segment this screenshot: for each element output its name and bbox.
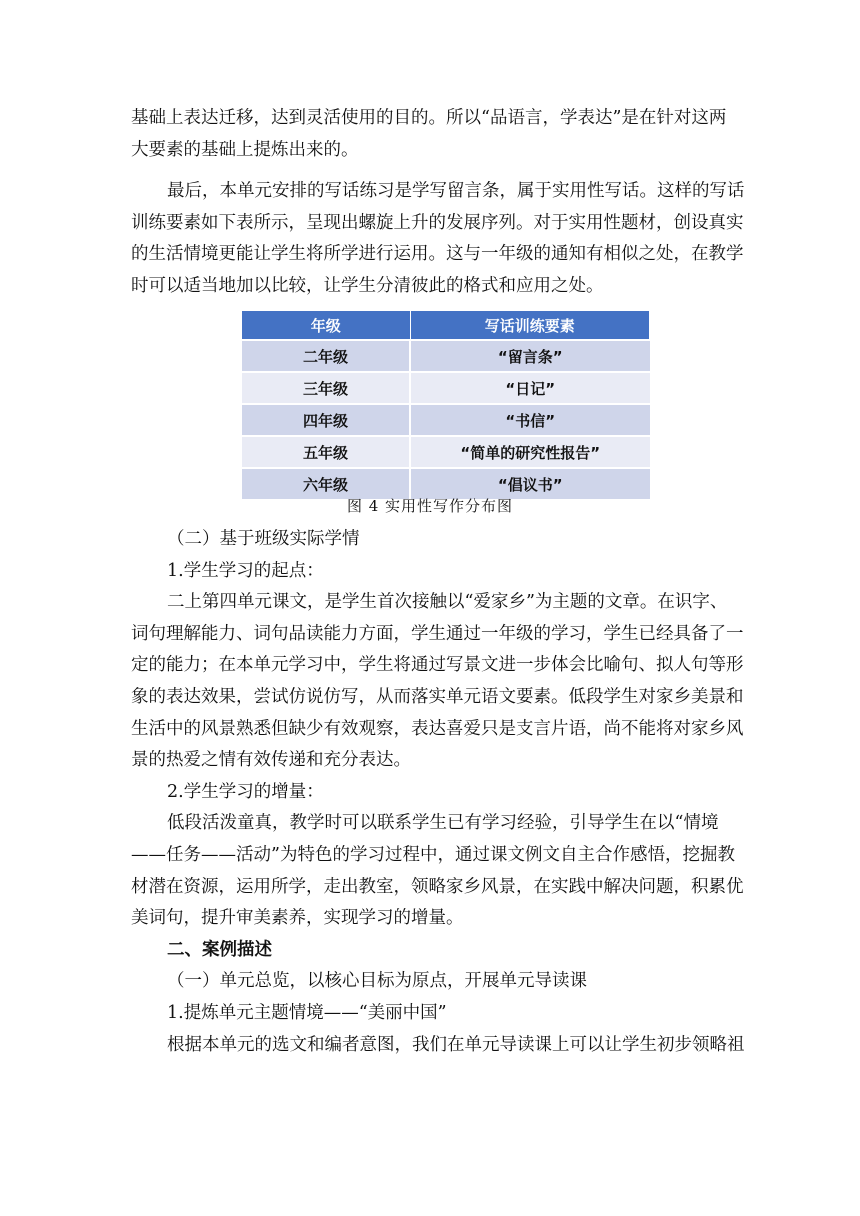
text-line: 象的表达效果，尝试仿说仿写，从而落实单元语文要素。低段学生对家乡美景和	[131, 686, 744, 707]
text-line: 基础上表达迁移，达到灵活使用的目的。所以“品语言，学表达”是在针对这两	[131, 108, 727, 128]
table-cell-grade: 二年级	[242, 340, 410, 372]
list-item-heading: 1.提炼单元主题情境——“美丽中国”	[167, 1002, 447, 1023]
table-row	[242, 404, 650, 436]
text-line: 的生活情境更能让学生将所学进行运用。这与一年级的通知有相似之处，在教学	[131, 244, 744, 265]
table-cell-element: “倡议书”	[410, 468, 650, 499]
text-line: 根据本单元的选文和编者意图，我们在单元导读课上可以让学生初步领略祖	[167, 1034, 745, 1055]
text-line: ——任务——活动”为特色的学习过程中，通过课文例文自主合作感悟，挖掘教	[131, 844, 735, 865]
text-line: 生活中的风景熟悉但缺少有效观察，表达喜爱只是支言片语，尚不能将对家乡风	[131, 718, 744, 739]
list-item-heading: 1.学生学习的起点：	[167, 560, 324, 581]
text-line: 词句理解能力、词句品读能力方面，学生通过一年级的学习，学生已经具备了一	[131, 623, 744, 644]
subheading: （二）基于班级实际学情	[167, 529, 360, 549]
table-cell-grade: 五年级	[242, 436, 410, 468]
text-line: 时可以适当地加以比较，让学生分清彼此的格式和应用之处。	[131, 275, 604, 296]
table-cell-grade: 三年级	[242, 372, 410, 404]
table-header-grade: 年级	[242, 311, 410, 340]
table-row	[242, 340, 650, 372]
text-line: 低段活泼童真，教学时可以联系学生已有学习经验，引导学生在以“情境	[167, 813, 719, 834]
text-line: 材潜在资源，运用所学，走出教室，领略家乡风景，在实践中解决问题，积累优	[131, 876, 744, 897]
text-line: 二上第四单元课文，是学生首次接触以“爱家乡”为主题的文章。在识字、	[167, 592, 728, 613]
list-item-heading: 2.学生学习的增量：	[167, 781, 324, 802]
text-line: 景的热爱之情有效传递和充分表达。	[131, 750, 411, 771]
text-line: 定的能力；在本单元学习中，学生将通过写景文进一步体会比喻句、拟人句等形	[131, 655, 744, 676]
table-cell-grade: 六年级	[242, 468, 410, 499]
table-cell-element: “留言条”	[410, 340, 650, 372]
text-line: 训练要素如下表所示，呈现出螺旋上升的发展序列。对于实用性题材，创设真实	[131, 212, 744, 233]
table-cell-element: “简单的研究性报告”	[410, 436, 650, 468]
paragraph-2	[131, 176, 745, 302]
text-line: 最后，本单元安排的写话练习是学写留言条，属于实用性写话。这样的写话	[167, 181, 745, 201]
table-cell-element: “书信”	[410, 404, 650, 436]
section-heading: 二、案例描述	[167, 939, 272, 960]
section-block	[131, 524, 745, 1061]
table-row	[242, 372, 650, 404]
table-cell-grade: 四年级	[242, 404, 410, 436]
table-cell-element: “日记”	[410, 372, 650, 404]
paragraph-1	[131, 103, 732, 166]
table-header-element: 写话训练要素	[410, 311, 650, 340]
table-header-row	[242, 311, 650, 340]
text-line: 大要素的基础上提炼出来的。	[131, 139, 359, 160]
table-row	[242, 436, 650, 468]
table-caption: 图 4 实用性写作分布图	[346, 497, 514, 515]
subheading: （一）单元总览，以核心目标为原点，开展单元导读课	[167, 971, 587, 992]
text-line: 美词句，提升审美素养，实现学习的增量。	[131, 908, 464, 929]
writing-elements-table	[242, 311, 650, 499]
